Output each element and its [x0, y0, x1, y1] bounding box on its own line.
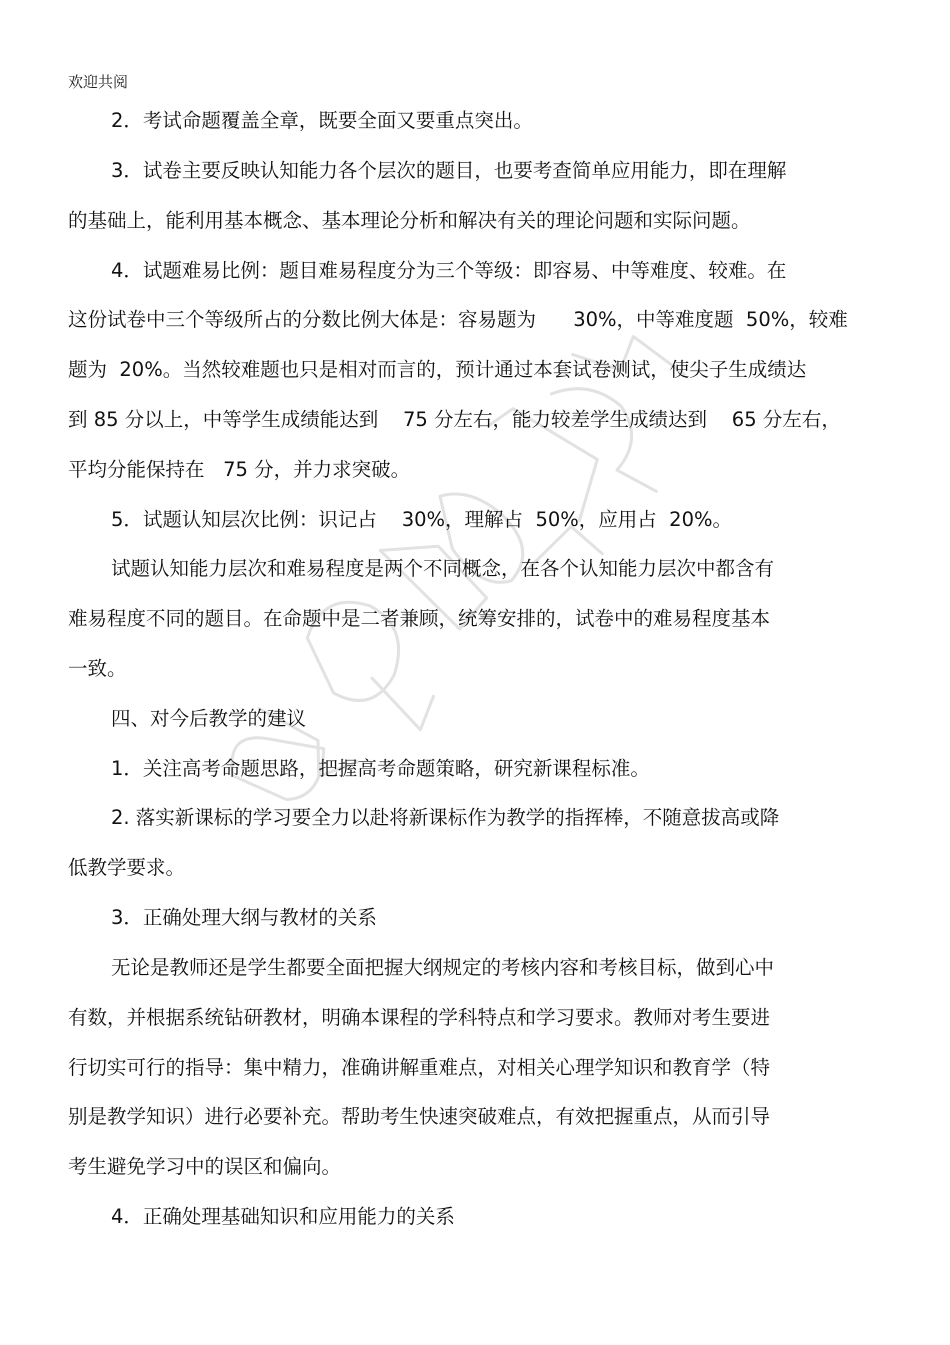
paragraph-line: 一致。	[68, 657, 127, 680]
paragraph-line: 的基础上，能利用基本概念、基本理论分析和解决有关的理论问题和实际问题。	[68, 209, 751, 232]
paragraph-line: 到 85 分以上，中等学生成绩能达到 75 分左右，能力较差学生成绩达到 65 分左右，	[68, 408, 841, 431]
paragraph-line: 考生避免学习中的误区和偏向。	[68, 1155, 342, 1178]
paragraph-line: 4．试题难易比例：题目难易程度分为三个等级：即容易、中等难度、较难。在	[111, 259, 787, 282]
section-heading: 四、对今后教学的建议	[111, 707, 307, 730]
paragraph-line: 1．关注高考命题思路，把握高考命题策略，研究新课程标准。	[111, 757, 650, 780]
paragraph-line: 5．试题认知层次比例：识记占 30%，理解占 50%，应用占 20%。	[111, 508, 733, 531]
paragraph-line: 这份试卷中三个等级所占的分数比例大体是：容易题为 30%，中等难度题 50%，较难	[68, 308, 848, 331]
paragraph-line: 2．考试命题覆盖全章，既要全面又要重点突出。	[111, 109, 533, 132]
paragraph-line: 别是教学知识）进行必要补充。帮助考生快速突破难点，有效把握重点，从而引导	[68, 1105, 771, 1128]
page-header: 欢迎共阅	[68, 73, 129, 91]
paragraph-line: 题为 20%。当然较难题也只是相对而言的，预计通过本套试卷测试，使尖子生成绩达	[68, 358, 807, 381]
paragraph-line: 3．试卷主要反映认知能力各个层次的题目，也要考查简单应用能力，即在理解	[111, 159, 787, 182]
paragraph-line: 平均分能保持在 75 分，并力求突破。	[68, 458, 411, 481]
paragraph-line: 难易程度不同的题目。在命题中是二者兼顾，统筹安排的，试卷中的难易程度基本	[68, 607, 771, 630]
paragraph-line: 有数，并根据系统钻研教材，明确本课程的学科特点和学习要求。教师对考生要进	[68, 1006, 771, 1029]
paragraph-line: 低教学要求。	[68, 856, 186, 879]
subsection-heading: 3．正确处理大纲与教材的关系	[111, 906, 377, 929]
paragraph-line: 行切实可行的指导：集中精力，准确讲解重难点，对相关心理学知识和教育学（特	[68, 1056, 771, 1079]
paragraph-line: 试题认知能力层次和难易程度是两个不同概念，在各个认知能力层次中都含有	[111, 557, 775, 580]
subsection-heading: 4．正确处理基础知识和应用能力的关系	[111, 1205, 455, 1228]
paragraph-line: 无论是教师还是学生都要全面把握大纲规定的考核内容和考核目标，做到心中	[111, 956, 775, 979]
paragraph-line: 2. 落实新课标的学习要全力以赴将新课标作为教学的指挥棒，不随意拔高或降	[111, 806, 780, 829]
